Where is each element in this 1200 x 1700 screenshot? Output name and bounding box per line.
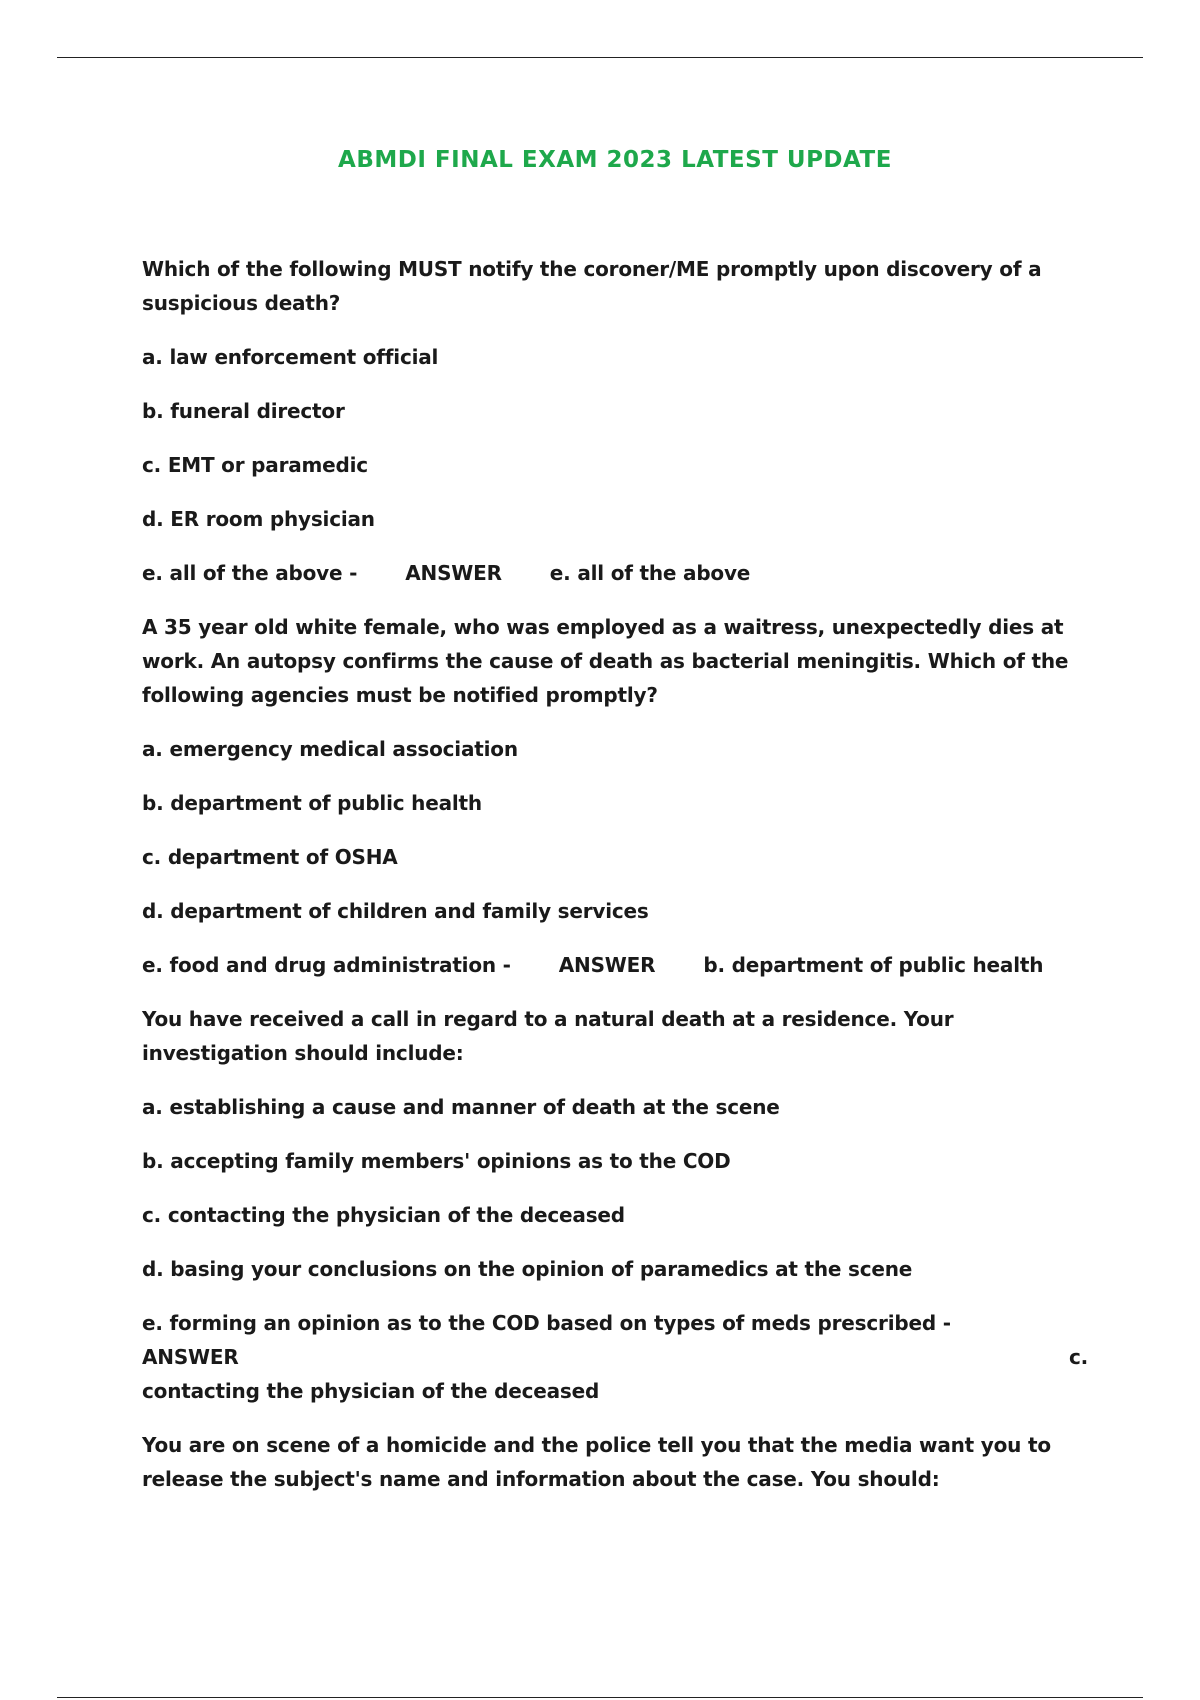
question-1-option-e: e. all of the above - [142, 561, 358, 585]
bottom-rule [57, 1697, 1143, 1698]
question-1-answer-line [142, 556, 1088, 590]
question-1-option-d: d. ER room physician [142, 507, 375, 531]
question-2-option-a: a. emergency medical association [142, 737, 518, 761]
question-1-prompt: Which of the following MUST notify the coroner/ME promptly upon discovery of a suspicious death? [142, 257, 1042, 315]
question-1-answer: e. all of the above [549, 561, 751, 585]
question-2-option-e: e. food and drug administration - [142, 953, 511, 977]
question-3-answer: contacting the physician of the deceased [142, 1379, 600, 1403]
answer-label: ANSWER [558, 953, 656, 977]
question-4-prompt: You are on scene of a homicide and the police tell you that the media want you to release the subject's name and information about the case. You should: [142, 1433, 1051, 1491]
top-rule [57, 57, 1143, 58]
question-1-option-a: a. law enforcement official [142, 345, 439, 369]
question-3-option-e: e. forming an opinion as to the COD based on types of meds prescribed - [142, 1311, 951, 1335]
question-3-answer-line [142, 1306, 1088, 1408]
question-2-answer: b. department of public health [703, 953, 1044, 977]
question-2-option-b: b. department of public health [142, 791, 482, 815]
question-3-option-b: b. accepting family members' opinions as to the COD [142, 1149, 731, 1173]
answer-label: ANSWER [142, 1345, 239, 1369]
document-body [142, 252, 1088, 1516]
question-3-option-d: d. basing your conclusions on the opinion of paramedics at the scene [142, 1257, 913, 1281]
question-1-option-c: c. EMT or paramedic [142, 453, 368, 477]
question-2-option-c: c. department of OSHA [142, 845, 398, 869]
question-2-answer-line [142, 948, 1088, 982]
answer-label: ANSWER [405, 561, 502, 585]
question-2-prompt: A 35 year old white female, who was employed as a waitress, unexpectedly dies at work. An autopsy confirms the cause of death as bacterial meningitis. Which of the following agencies must be notified promptly? [142, 615, 1069, 707]
question-3-option-a: a. establishing a cause and manner of death at the scene [142, 1095, 780, 1119]
question-3-prompt: You have received a call in regard to a natural death at a residence. Your investigation should include: [142, 1007, 954, 1065]
question-3-option-c: c. contacting the physician of the deceased [142, 1203, 625, 1227]
question-2-option-d: d. department of children and family services [142, 899, 649, 923]
question-3-answer-letter: c. [1068, 1345, 1088, 1369]
question-1-option-b: b. funeral director [142, 399, 345, 423]
document-title: ABMDI FINAL EXAM 2023 LATEST UPDATE [338, 147, 892, 173]
